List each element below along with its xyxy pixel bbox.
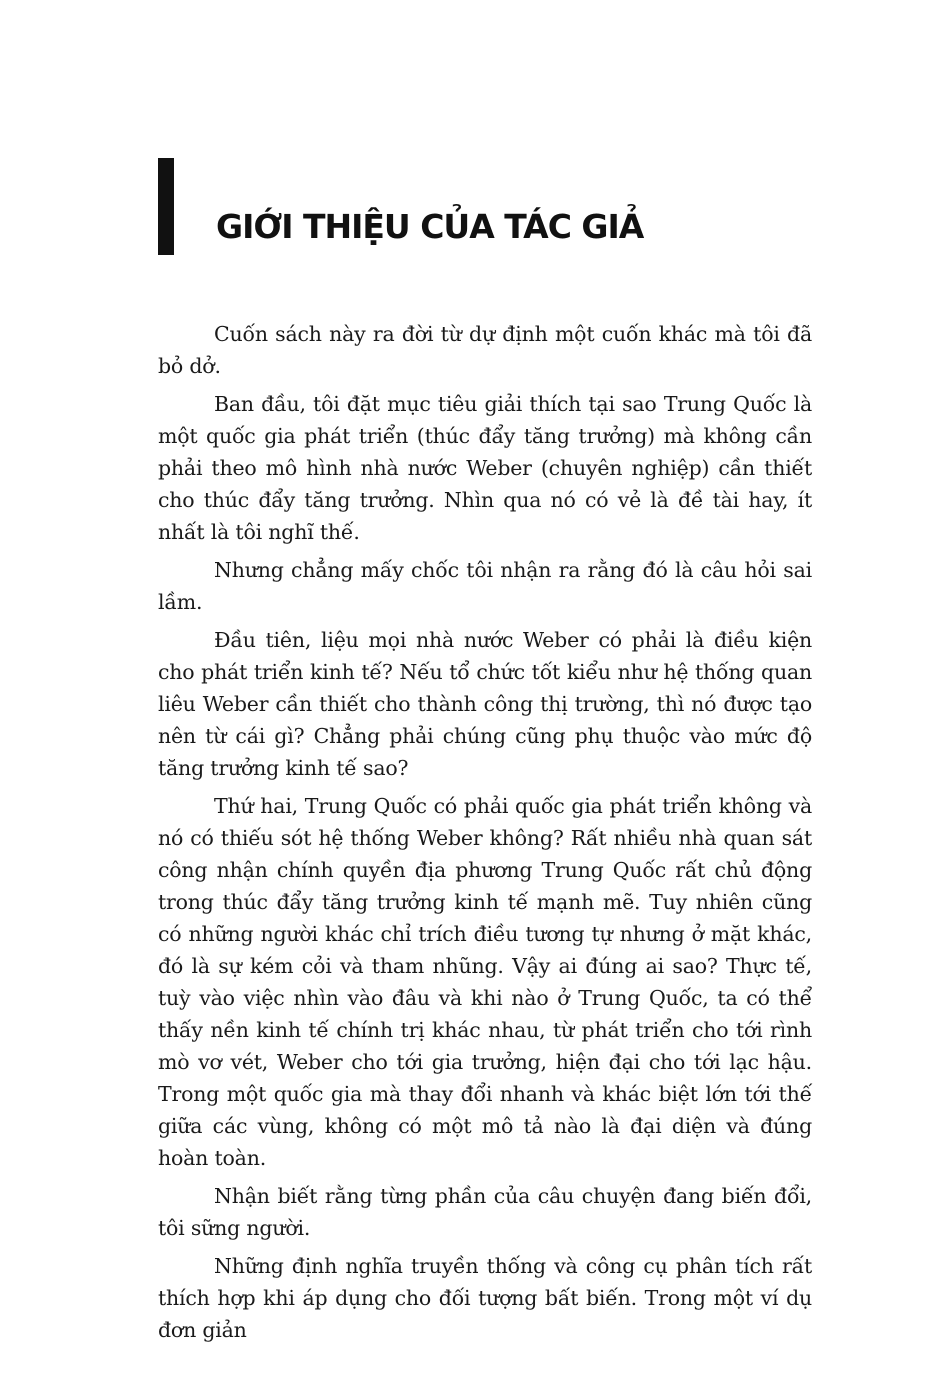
paragraph: Nhưng chẳng mấy chốc tôi nhận ra rằng đó là câu hỏi sai lầm.	[158, 558, 812, 614]
chapter-heading-bar	[158, 158, 174, 255]
chapter-title: GIỚI THIỆU CỦA TÁC GIẢ	[216, 207, 644, 246]
paragraph: Đầu tiên, liệu mọi nhà nước Weber có phải là điều kiện cho phát triển kinh tế? Nếu tổ chức tốt kiểu như hệ thống quan liêu Weber cần thiết cho thành công thị trường, thì nó được tạo nên từ cái gì? Chẳng phải chúng cũng phụ thuộc vào mức độ tăng trưởng kinh tế sao?	[158, 628, 812, 780]
paragraph: Cuốn sách này ra đời từ dự định một cuốn khác mà tôi đã bỏ dở.	[158, 322, 812, 378]
body-text	[158, 318, 812, 1346]
paragraph: Nhận biết rằng từng phần của câu chuyện đang biến đổi, tôi sững người.	[158, 1184, 812, 1240]
paragraph: Những định nghĩa truyền thống và công cụ phân tích rất thích hợp khi áp dụng cho đối tượng bất biến. Trong một ví dụ đơn giản	[158, 1254, 812, 1342]
paragraph: Ban đầu, tôi đặt mục tiêu giải thích tại sao Trung Quốc là một quốc gia phát triển (thúc đẩy tăng trưởng) mà không cần phải theo mô hình nhà nước Weber (chuyên nghiệp) cần thiết cho thúc đẩy tăng trưởng. Nhìn qua nó có vẻ là đề tài hay, ít nhất là tôi nghĩ thế.	[158, 392, 812, 544]
paragraph: Thứ hai, Trung Quốc có phải quốc gia phát triển không và nó có thiếu sót hệ thống Weber không? Rất nhiều nhà quan sát công nhận chính quyền địa phương Trung Quốc rất chủ động trong thúc đẩy tăng trưởng kinh tế mạnh mẽ. Tuy nhiên cũng có những người khác chỉ trích điều tương tự nhưng ở mặt khác, đó là sự kém cỏi và tham nhũng. Vậy ai đúng ai sao? Thực tế, tuỳ vào việc nhìn vào đâu và khi nào ở Trung Quốc, ta có thể thấy nền kinh tế chính trị khác nhau, từ phát triển cho tới rình mò vơ vét, Weber cho tới gia trưởng, hiện đại cho tới lạc hậu. Trong một quốc gia mà thay đổi nhanh và khác biệt lớn tới thế giữa các vùng, không có một mô tả nào là đại diện và đúng hoàn toàn.	[158, 794, 812, 1170]
